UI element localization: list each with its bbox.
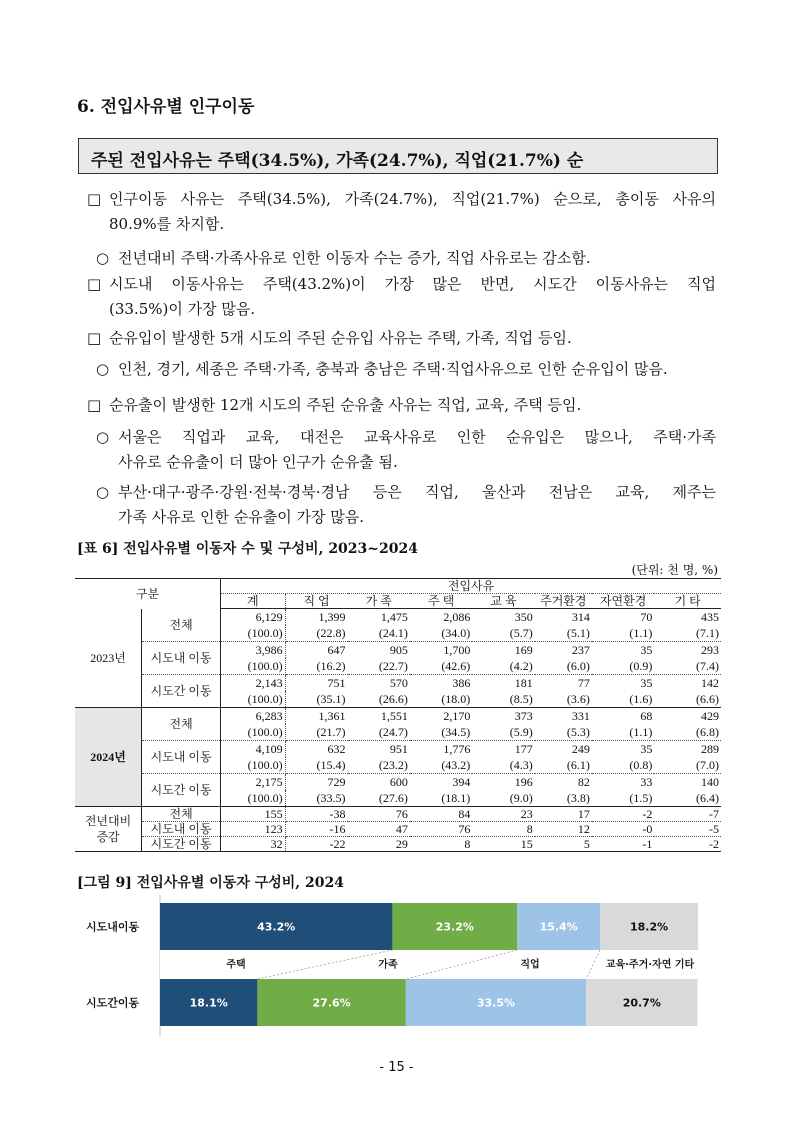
value-cell: 905: [389, 643, 408, 657]
value-cell: 77: [577, 676, 590, 690]
value-cell: 2,086: [443, 610, 471, 624]
column-header-cell: 교 육: [472, 594, 534, 609]
series-label: 교육·주거·자연 기타: [605, 959, 695, 971]
value-cell: 1,399: [318, 610, 346, 624]
bullet-line: 80.9%를 차지함.: [109, 215, 225, 233]
share-cell: (6.0): [535, 658, 592, 675]
value-cell: 2,175: [221, 774, 285, 791]
share-cell: (18.1): [410, 790, 472, 807]
circle-bullet-icon: ○: [96, 428, 110, 446]
value-cell: 1,700: [443, 643, 471, 657]
share-cell: (7.0): [654, 757, 721, 774]
value-cell: 140: [701, 775, 719, 789]
row-label-cell: 시도내 이동: [142, 822, 221, 837]
value-cell: 33: [640, 775, 653, 789]
value-cell: 68: [640, 709, 653, 723]
share-cell: (18.0): [410, 691, 472, 708]
data-label: 15.4%: [539, 920, 578, 934]
value-cell: 35: [640, 676, 653, 690]
square-bullet-icon: □: [87, 275, 102, 293]
value-cell: 1,475: [380, 610, 408, 624]
year-label-cell: 2024년: [75, 708, 142, 807]
share-cell: (21.7): [285, 724, 347, 741]
change-value-cell: 8: [472, 822, 534, 837]
column-header-cell: 계: [221, 594, 285, 609]
change-value-cell: 84: [410, 807, 472, 822]
value-cell: 4,109: [221, 741, 285, 758]
data-label: 27.6%: [312, 996, 351, 1010]
square-bullet-icon: □: [87, 329, 102, 347]
share-cell: (1.5): [592, 790, 654, 807]
value-cell: 237: [571, 643, 590, 657]
share-cell: (100.0): [221, 625, 285, 642]
value-cell: 169: [514, 643, 533, 657]
share-cell: (100.0): [221, 658, 285, 675]
row-label-cell: 전체: [142, 609, 221, 642]
series-label: 가족: [378, 959, 398, 971]
value-cell: 3,986: [221, 642, 285, 659]
share-cell: (7.4): [654, 658, 721, 675]
bullet-line: 가족 사유로 인한 순유출이 가장 많음.: [118, 508, 364, 526]
share-cell: (4.3): [472, 757, 534, 774]
share-cell: (100.0): [221, 790, 285, 807]
data-label: 18.1%: [189, 996, 228, 1010]
share-cell: (22.8): [285, 625, 347, 642]
value-cell: 142: [701, 676, 719, 690]
row-label-cell: 전체: [142, 807, 221, 822]
change-label-line: 증감: [96, 830, 120, 844]
value-cell: 2,143: [221, 675, 285, 692]
figure-caption: [그림 9] 전입사유별 이동자 구성비, 2024: [77, 875, 345, 891]
column-header-cell: 직 업: [285, 594, 347, 609]
share-cell: (5.3): [535, 724, 592, 741]
value-cell: 196: [514, 775, 533, 789]
bullet-line: (33.5%)이 가장 많음.: [109, 300, 256, 318]
value-cell: 2,170: [443, 709, 471, 723]
column-header-cell: 주 택: [410, 594, 472, 609]
column-header-cell: 자연환경: [592, 594, 654, 609]
share-cell: (6.1): [535, 757, 592, 774]
share-cell: (3.8): [535, 790, 592, 807]
data-label: 20.7%: [622, 996, 661, 1010]
value-cell: 314: [571, 610, 590, 624]
row-label-cell: 시도간 이동: [142, 837, 221, 852]
change-label-line: 전년대비: [84, 814, 132, 828]
table-caption: [표 6] 전입사유별 이동자 수 및 구성비, 2023~2024: [77, 541, 418, 557]
value-cell: 1,551: [380, 709, 408, 723]
row-label-cell: 시도내 이동: [142, 741, 221, 774]
table-unit: (단위: 천 명, %): [631, 563, 718, 577]
column-header-cell: 가 족: [348, 594, 410, 609]
value-cell: 289: [701, 742, 719, 756]
value-cell: 632: [327, 742, 346, 756]
bullet-line: 부산·대구·광주·강원·전북·경북·경남 등은 직업, 울산과 전남은 교육, 제주는: [118, 483, 716, 501]
share-cell: (33.5): [285, 790, 347, 807]
share-cell: (1.1): [592, 724, 654, 741]
value-cell: 70: [640, 610, 653, 624]
value-cell: 249: [571, 742, 590, 756]
bullet-line: 순유입이 발생한 5개 시도의 주된 순유입 사유는 주택, 가족, 직업 등임.: [109, 329, 572, 347]
value-cell: 35: [640, 643, 653, 657]
share-cell: (23.2): [348, 757, 410, 774]
data-label: 43.2%: [257, 920, 296, 934]
series-label: 주택: [226, 959, 246, 971]
value-cell: 181: [514, 676, 533, 690]
summary-box: 주된 전입사유는 주택(34.5%), 가족(24.7%), 직업(21.7%) 순: [78, 138, 718, 174]
share-cell: (100.0): [221, 691, 285, 708]
value-cell: 331: [571, 709, 590, 723]
row-label-cell: 시도간 이동: [142, 675, 221, 708]
change-value-cell: 23: [472, 807, 534, 822]
change-value-cell: -2: [654, 837, 721, 852]
value-cell: 386: [452, 676, 471, 690]
change-value-cell: 155: [221, 807, 285, 822]
share-cell: (27.6): [348, 790, 410, 807]
bullet-line: 서울은 직업과 교육, 대전은 교육사유로 인한 순유입은 많으나, 주택·가족: [118, 428, 716, 446]
share-cell: (43.2): [410, 757, 472, 774]
share-cell: (3.6): [535, 691, 592, 708]
share-cell: (6.6): [654, 691, 721, 708]
value-cell: 729: [327, 775, 346, 789]
value-cell: 373: [514, 709, 533, 723]
bullet-line: 인천, 경기, 세종은 주택·가족, 충북과 충남은 주택·직업사유으로 인한 순유입이 많음.: [118, 360, 668, 378]
change-value-cell: 17: [535, 807, 592, 822]
group-header-cell: 전입사유: [221, 579, 721, 594]
value-cell: 570: [389, 676, 408, 690]
share-cell: (0.8): [592, 757, 654, 774]
value-cell: 429: [701, 709, 719, 723]
row-label-cell: 시도내 이동: [142, 642, 221, 675]
value-cell: 6,129: [221, 609, 285, 626]
change-value-cell: 32: [221, 837, 285, 852]
circle-bullet-icon: ○: [96, 483, 110, 501]
change-value-cell: -5: [654, 822, 721, 837]
value-cell: 350: [514, 610, 533, 624]
share-cell: (0.9): [592, 658, 654, 675]
value-cell: 1,361: [318, 709, 346, 723]
bullet-line: 시도내 이동사유는 주택(43.2%)이 가장 많은 반면, 시도간 이동사유는 직업: [109, 275, 716, 293]
circle-bullet-icon: ○: [96, 249, 110, 267]
share-cell: (6.4): [654, 790, 721, 807]
bullet-line: 사유로 순유출이 더 많아 인구가 순유출 됨.: [118, 453, 398, 471]
year-label-cell: 2023년: [75, 609, 142, 708]
page-number: - 15 -: [379, 1060, 414, 1075]
share-cell: (42.6): [410, 658, 472, 675]
section-title: 6. 전입사유별 인구이동: [77, 97, 255, 117]
share-cell: (24.7): [348, 724, 410, 741]
data-label: 18.2%: [629, 920, 669, 934]
bullet-line: 순유출이 발생한 12개 시도의 주된 순유출 사유는 직업, 교육, 주택 등임.: [109, 396, 582, 414]
share-cell: (26.6): [348, 691, 410, 708]
change-value-cell: 76: [410, 822, 472, 837]
value-cell: 1,776: [443, 742, 471, 756]
share-cell: (8.5): [472, 691, 534, 708]
square-bullet-icon: □: [87, 396, 102, 414]
share-cell: (9.0): [472, 790, 534, 807]
change-value-cell: -0: [592, 822, 654, 837]
change-value-cell: 8: [410, 837, 472, 852]
share-cell: (34.0): [410, 625, 472, 642]
share-cell: (100.0): [221, 724, 285, 741]
value-cell: 293: [701, 643, 719, 657]
share-cell: (16.2): [285, 658, 347, 675]
change-value-cell: -7: [654, 807, 721, 822]
data-label: 23.2%: [435, 920, 474, 934]
share-cell: (24.1): [348, 625, 410, 642]
value-cell: 177: [514, 742, 533, 756]
value-cell: 35: [640, 742, 653, 756]
column-header-cell: 기 타: [654, 594, 721, 609]
share-cell: (4.2): [472, 658, 534, 675]
value-cell: 951: [389, 742, 408, 756]
bullet-line: 전년대비 주택·가족사유로 인한 이동자 수는 증가, 직업 사유로는 감소함.: [118, 249, 591, 267]
change-value-cell: 5: [535, 837, 592, 852]
change-value-cell: 123: [221, 822, 285, 837]
share-cell: (22.7): [348, 658, 410, 675]
share-cell: (5.1): [535, 625, 592, 642]
value-cell: 600: [389, 775, 408, 789]
change-value-cell: 15: [472, 837, 534, 852]
value-cell: 6,283: [221, 708, 285, 725]
column-header-cell: 주거환경: [535, 594, 592, 609]
change-value-cell: -22: [285, 837, 347, 852]
share-cell: (15.4): [285, 757, 347, 774]
share-cell: (34.5): [410, 724, 472, 741]
data-label: 33.5%: [476, 996, 516, 1010]
share-cell: (5.9): [472, 724, 534, 741]
share-cell: (7.1): [654, 625, 721, 642]
category-label: 시도내이동: [86, 920, 140, 934]
circle-bullet-icon: ○: [96, 360, 110, 378]
change-value-cell: 12: [535, 822, 592, 837]
change-value-cell: 29: [348, 837, 410, 852]
change-value-cell: -38: [285, 807, 347, 822]
value-cell: 647: [327, 643, 346, 657]
value-cell: 82: [577, 775, 590, 789]
row-label-cell: 시도간 이동: [142, 774, 221, 807]
share-cell: (6.8): [654, 724, 721, 741]
value-cell: 435: [701, 610, 719, 624]
square-bullet-icon: □: [87, 190, 102, 208]
row-label-cell: 전체: [142, 708, 221, 741]
series-label: 직업: [520, 959, 540, 971]
change-value-cell: -16: [285, 822, 347, 837]
value-cell: 751: [327, 676, 346, 690]
share-cell: (1.1): [592, 625, 654, 642]
change-value-cell: -2: [592, 807, 654, 822]
category-label: 시도간이동: [86, 996, 140, 1010]
change-value-cell: 76: [348, 807, 410, 822]
corner-header-cell: 구분: [75, 579, 221, 609]
change-value-cell: 47: [348, 822, 410, 837]
share-cell: (5.7): [472, 625, 534, 642]
share-cell: (100.0): [221, 757, 285, 774]
change-value-cell: -1: [592, 837, 654, 852]
share-cell: (1.6): [592, 691, 654, 708]
value-cell: 394: [452, 775, 471, 789]
share-cell: (35.1): [285, 691, 347, 708]
bullet-line: 인구이동 사유는 주택(34.5%), 가족(24.7%), 직업(21.7%) 순으로, 총이동 사유의: [109, 190, 716, 208]
